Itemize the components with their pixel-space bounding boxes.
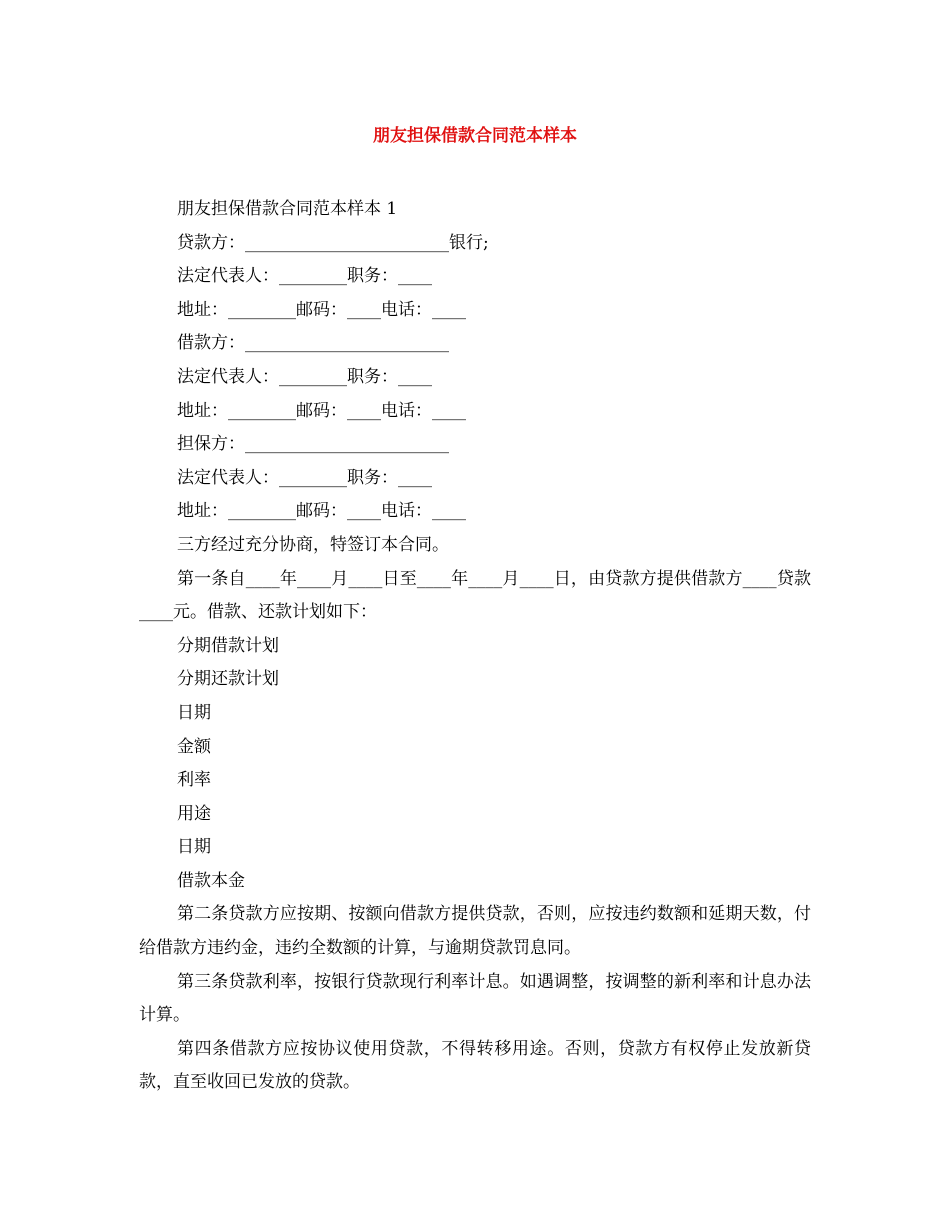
plan-field-amount: 金额 [177, 736, 211, 757]
article-4: 第四条借款方应按协议使用贷款，不得转移用途。否则，贷款方有权停止发放新贷款，直至收回已发放的贷款。 [139, 1038, 811, 1093]
borrower-line: 借款方：________________________ [177, 333, 449, 354]
subtitle-line: 朋友担保借款合同范本样本 1 [177, 199, 398, 219]
borrower-address-line: 地址：________邮码：____电话：____ [177, 400, 466, 421]
guarantor-line: 担保方：________________________ [177, 434, 449, 455]
plan-field-date-2: 日期 [177, 837, 211, 858]
lender-line: 贷款方：________________________银行; [177, 232, 489, 253]
document-title: 朋友担保借款合同范本样本 [373, 126, 577, 146]
plan-field-date: 日期 [177, 702, 211, 723]
lender-representative-line: 法定代表人：________职务：____ [177, 266, 432, 287]
plan-heading-borrow: 分期借款计划 [177, 635, 279, 656]
agreement-statement: 三方经过充分协商，特签订本合同。 [177, 534, 449, 555]
article-3: 第三条贷款利率，按银行贷款现行利率计息。如遇调整，按调整的新利率和计息办法计算。 [139, 971, 811, 1026]
document-body [139, 193, 811, 1100]
article-2: 第二条贷款方应按期、按额向借款方提供贷款，否则，应按违约数额和延期天数，付给借款方违约金，违约全数额的计算，与逾期贷款罚息同。 [139, 904, 811, 959]
guarantor-representative-line: 法定代表人：________职务：____ [177, 467, 432, 488]
plan-field-rate: 利率 [177, 770, 211, 791]
lender-address-line: 地址：________邮码：____电话：____ [177, 299, 466, 320]
plan-field-principal: 借款本金 [177, 870, 245, 891]
article-1: 第一条自____年____月____日至____年____月____日，由贷款方提供借款方____贷款____元。借款、还款计划如下： [139, 568, 811, 623]
guarantor-address-line: 地址：________邮码：____电话：____ [177, 501, 466, 522]
plan-field-purpose: 用途 [177, 803, 211, 824]
borrower-representative-line: 法定代表人：________职务：____ [177, 366, 432, 387]
plan-heading-repay: 分期还款计划 [177, 669, 279, 690]
